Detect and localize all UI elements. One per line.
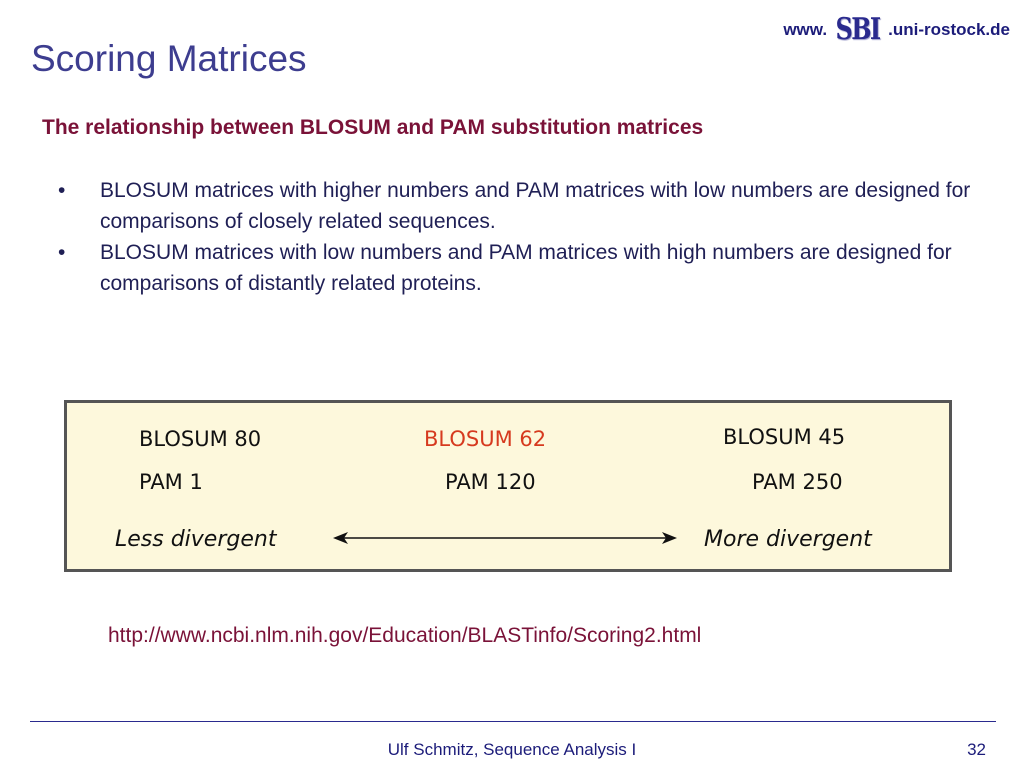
- bullet-item: [46, 237, 986, 299]
- blosum-label-mid-divergence: BLOSUM 62: [424, 427, 547, 451]
- slide-title: Scoring Matrices: [31, 38, 307, 79]
- pam-label-high-divergence: PAM 250: [752, 470, 843, 494]
- footer-divider: [30, 721, 996, 722]
- divergence-arrow-icon: [67, 403, 949, 569]
- pam-label-mid-divergence: PAM 120: [445, 470, 536, 494]
- section-subtitle: The relationship between BLOSUM and PAM substitution matrices: [42, 116, 704, 139]
- page-number: 32: [967, 740, 986, 759]
- site-banner: [783, 12, 1010, 47]
- blosum-label-low-divergence: BLOSUM 80: [139, 427, 262, 451]
- sbi-logo: SBI: [835, 12, 880, 47]
- bullet-item: [46, 175, 986, 237]
- less-divergent-label: Less divergent: [115, 527, 277, 552]
- more-divergent-label: More divergent: [704, 527, 872, 552]
- source-link[interactable]: http://www.ncbi.nlm.nih.gov/Education/BLASTinfo/Scoring2.html: [108, 624, 702, 647]
- bullet-text: BLOSUM matrices with higher numbers and PAM matrices with low numbers are designed for comparisons of closely related sequences.: [100, 179, 971, 233]
- site-suffix: .uni-rostock.de: [888, 19, 1010, 39]
- footer-text: Ulf Schmitz, Sequence Analysis I: [387, 740, 637, 759]
- bullet-list: [46, 175, 986, 299]
- blosum-pam-figure: [64, 400, 952, 572]
- blosum-label-high-divergence: BLOSUM 45: [723, 425, 846, 449]
- bullet-marker: •: [58, 241, 66, 264]
- site-prefix: www.: [783, 19, 828, 39]
- bullet-marker: •: [58, 179, 66, 202]
- bullet-text: BLOSUM matrices with low numbers and PAM matrices with high numbers are designed for comparisons of distantly related proteins.: [100, 241, 952, 295]
- pam-label-low-divergence: PAM 1: [139, 470, 203, 494]
